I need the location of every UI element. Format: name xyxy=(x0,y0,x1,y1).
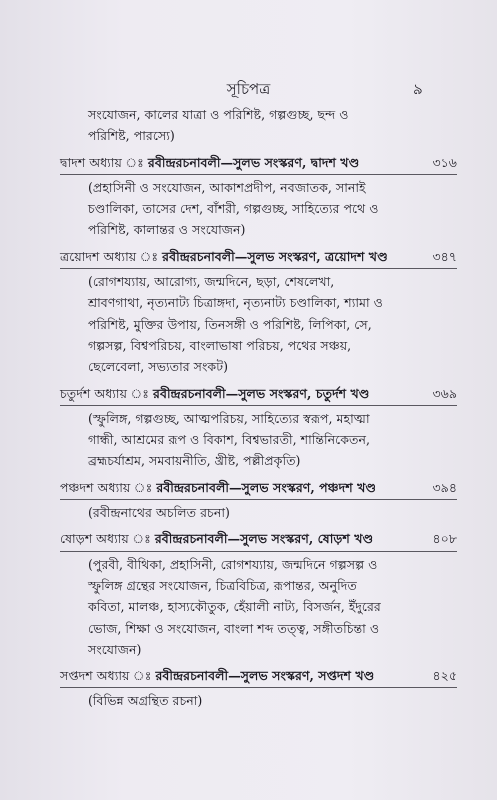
chapter-label: চতুর্দশ অধ্যায় ঃ xyxy=(60,385,149,401)
toc-section-heading xyxy=(60,472,457,500)
toc-text-line: (স্ফুলিঙ্গ, গল্পগুচ্ছ, আত্মপরিচয়, সাহিত্যের স্বরূপ, মহাত্মা xyxy=(88,410,370,426)
toc-text-line: চণ্ডালিকা, তাসের দেশ, বাঁশরী, গল্পগুচ্ছ, সাহিত্যের পথে ও xyxy=(88,201,379,217)
toc-section xyxy=(60,147,457,241)
volume-title: রবীন্দ্ররচনাবলী—সুলভ সংস্করণ, দ্বাদশ খণ্ড xyxy=(147,154,360,170)
toc-section xyxy=(60,241,457,378)
toc-text-line: স্ফুলিঙ্গ গ্রন্থের সংযোজন, চিত্রবিচিত্র, রূপান্তর, অনুদিত xyxy=(88,577,357,593)
toc-page-number: ৪০৮ xyxy=(432,531,457,547)
toc-text-line: (রবীন্দ্রনাথের অচলিত রচনা) xyxy=(88,505,230,521)
toc-text-line: কবিতা, মালঞ্চ, হাস্যকৌতুক, হেঁয়ালী নাট্য, বিসর্জন, ইঁদুরের xyxy=(88,599,381,615)
page-number: ৯ xyxy=(413,80,423,98)
toc-text-line: গান্ধী, আশ্রমের রূপ ও বিকাশ, বিশ্বভারতী, শান্তিনিকেতন, xyxy=(88,432,371,448)
toc-section xyxy=(60,523,457,660)
toc-continuation xyxy=(60,104,457,147)
chapter-label: ত্রয়োদশ অধ্যায় ঃ xyxy=(60,248,159,264)
toc-section xyxy=(60,660,457,712)
toc-text-line: ব্রহ্মচর্যাশ্রম, সমবায়নীতি, খ্রীষ্ট, পল্লীপ্রকৃতি) xyxy=(88,453,301,469)
chapter-label: সপ্তদশ অধ্যায় ঃ xyxy=(60,668,152,684)
toc-page-number: ৩৯৪ xyxy=(432,479,457,495)
toc-text-line: সংযোজন, কালের যাত্রা ও পরিশিষ্ট, গল্পগুচ্ছ, ছন্দ ও xyxy=(88,107,349,122)
toc-section-heading xyxy=(60,523,457,551)
toc-text-line: সংযোজন) xyxy=(88,641,142,657)
toc-text-line: শ্রাবণগাথা, নৃত্যনাট্য চিত্রাঙ্গদা, নৃত্যনাট্য চণ্ডালিকা, শ্যামা ও xyxy=(88,295,383,311)
toc-section xyxy=(60,472,457,524)
chapter-label: পঞ্চদশ অধ্যায় ঃ xyxy=(60,479,153,495)
toc-section-heading xyxy=(60,378,457,406)
toc-text-line: ছেলেবেলা, সভ্যতার সংকট) xyxy=(88,359,229,375)
toc-section-heading xyxy=(60,147,457,175)
toc-text-line: পরিশিষ্ট, মুক্তির উপায়, তিনসঙ্গী ও পরিশিষ্ট, লিপিকা, সে, xyxy=(88,316,372,332)
toc-section xyxy=(60,378,457,472)
toc-content xyxy=(60,104,457,712)
toc-page-number: ৩১৬ xyxy=(432,154,457,170)
toc-text-line: ভোজ, শিক্ষা ও সংযোজন, বাংলা শব্দ তত্ত্ব, সঙ্গীতচিন্তা ও xyxy=(88,620,380,636)
toc-text-line: (প্রহাসিনী ও সংযোজন, আকাশপ্রদীপ, নবজাতক, সানাই xyxy=(88,179,366,195)
toc-section-contents xyxy=(60,552,457,660)
toc-text-line: (বিভিন্ন অগ্রন্থিত রচনা) xyxy=(88,693,203,709)
chapter-label: ষোড়শ অধ্যায় ঃ xyxy=(60,531,151,547)
volume-title: রবীন্দ্ররচনাবলী—সুলভ সংস্করণ, ষোড়শ খণ্ড xyxy=(154,531,374,547)
volume-title: রবীন্দ্ররচনাবলী—সুলভ সংস্করণ, পঞ্চদশ খণ্ড xyxy=(156,479,377,495)
toc-section-contents xyxy=(60,500,457,523)
page-title: সূচিপত্র xyxy=(226,80,271,98)
toc-section-contents xyxy=(60,688,457,711)
toc-section-contents xyxy=(60,269,457,377)
chapter-label: দ্বাদশ অধ্যায় ঃ xyxy=(60,154,144,170)
volume-title: রবীন্দ্ররচনাবলী—সুলভ সংস্করণ, ত্রয়োদশ খণ্ড xyxy=(162,248,388,264)
toc-section-contents xyxy=(60,175,457,241)
toc-text-line: পরিশিষ্ট, পারস্যে) xyxy=(88,128,175,144)
volume-title: রবীন্দ্ররচনাবলী—সুলভ সংস্করণ, সপ্তদশ খণ্ড xyxy=(155,668,375,684)
toc-text-line: (রোগশয্যায়, আরোগ্য, জন্মদিনে, ছড়া, শেষলেখা, xyxy=(88,274,335,290)
toc-text-line: গল্পসল্প, বিশ্বপরিচয়, বাংলাভাষা পরিচয়, পথের সঞ্চয়, xyxy=(88,337,352,353)
volume-title: রবীন্দ্ররচনাবলী—সুলভ সংস্করণ, চতুর্দশ খণ্ড xyxy=(153,385,370,401)
toc-text-line: পরিশিষ্ট, কালান্তর ও সংযোজন) xyxy=(88,222,246,238)
toc-section-heading xyxy=(60,241,457,269)
toc-section-heading xyxy=(60,660,457,688)
toc-text-line: (পুরবী, বীথিকা, প্রহাসিনী, রোগশয্যায়, জন্মদিনে গল্পসল্প ও xyxy=(88,556,378,572)
toc-page-number: ৪২৫ xyxy=(432,668,457,684)
toc-section-contents xyxy=(60,406,457,472)
toc-page-number: ৩৬৯ xyxy=(432,385,457,401)
toc-page-number: ৩৪৭ xyxy=(432,248,457,264)
